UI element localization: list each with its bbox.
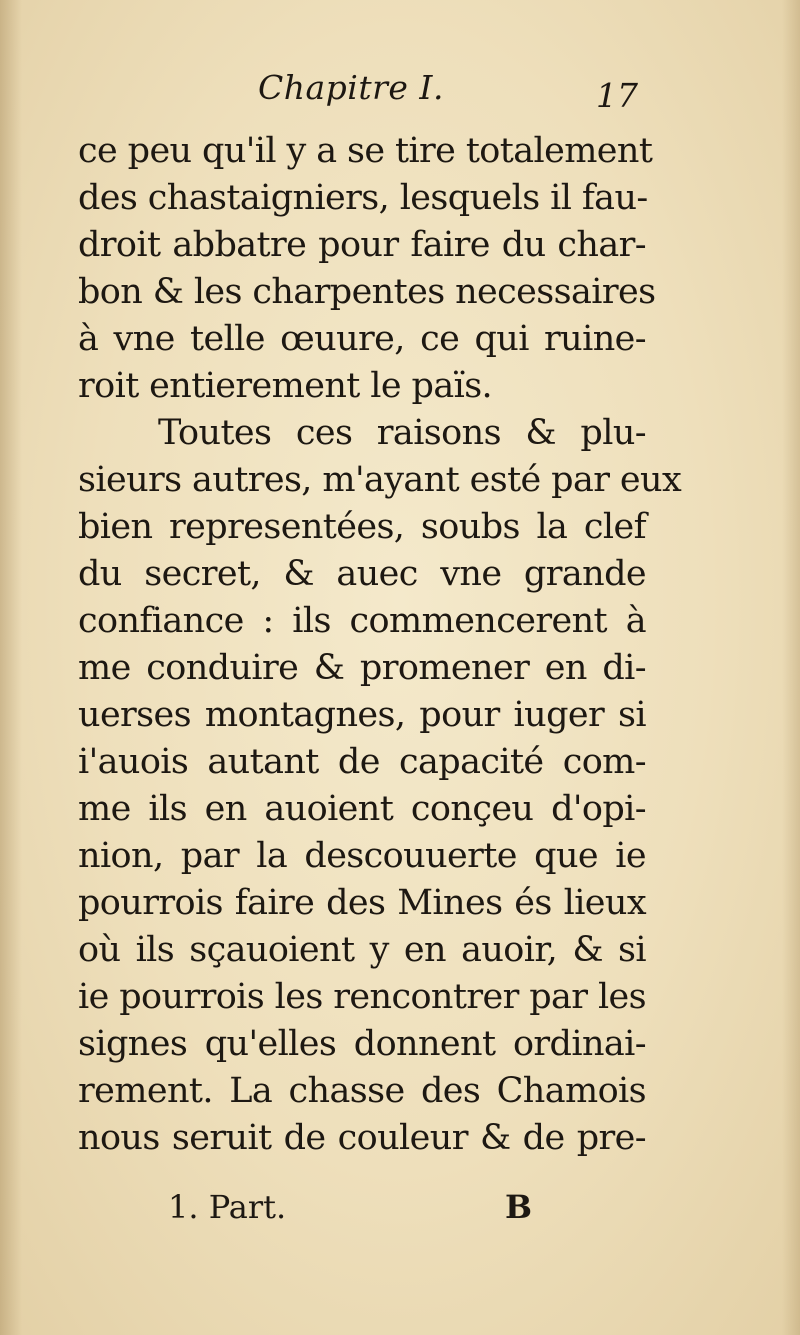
text-line: confiance : ils commencerent à <box>78 601 646 641</box>
part-label: 1. Part. <box>168 1188 287 1226</box>
page-header <box>0 68 800 118</box>
text-line: ie pourrois les rencontrer par les <box>78 977 647 1017</box>
text-line: du secret, & auec vne grande <box>78 554 646 594</box>
paragraph-start-line: Toutes ces raisons & plu- <box>158 413 646 453</box>
text-line: pourrois faire des Mines és lieux <box>78 883 646 923</box>
text-line: i'auois autant de capacité com- <box>78 742 646 782</box>
text-line: des chastaigniers, lesquels il fau- <box>78 178 648 218</box>
text-line: roit entierement le païs. <box>78 366 493 406</box>
text-line: bien representées, soubs la clef <box>78 507 646 547</box>
text-line: signes qu'elles donnent ordinai- <box>78 1024 646 1064</box>
page-footer <box>0 1188 800 1238</box>
text-line: droit abbatre pour faire du char- <box>78 225 646 265</box>
text-line: à vne telle œuure, ce qui ruine- <box>78 319 646 359</box>
text-line: bon & les charpentes necessaires <box>78 272 656 312</box>
text-line: me conduire & promener en di- <box>78 648 646 688</box>
text-line: sieurs autres, m'ayant esté par eux <box>78 460 682 500</box>
text-line: rement. La chasse des Chamois <box>78 1071 646 1111</box>
text-line: où ils sçauoient y en auoir, & si <box>78 930 646 970</box>
body-text <box>78 128 682 1162</box>
text-line: ce peu qu'il y a se tire totalement <box>78 131 653 171</box>
text-line: nion, par la descouuerte que ie <box>78 836 646 876</box>
text-line: me ils en auoient conçeu d'opi- <box>78 789 646 829</box>
text-line: uerses montagnes, pour iuger si <box>78 695 646 735</box>
signature-mark: B <box>505 1188 533 1226</box>
running-head: Chapitre I. <box>258 68 444 107</box>
page-number: 17 <box>596 76 638 115</box>
text-line: nous seruit de couleur & de pre- <box>78 1118 646 1158</box>
